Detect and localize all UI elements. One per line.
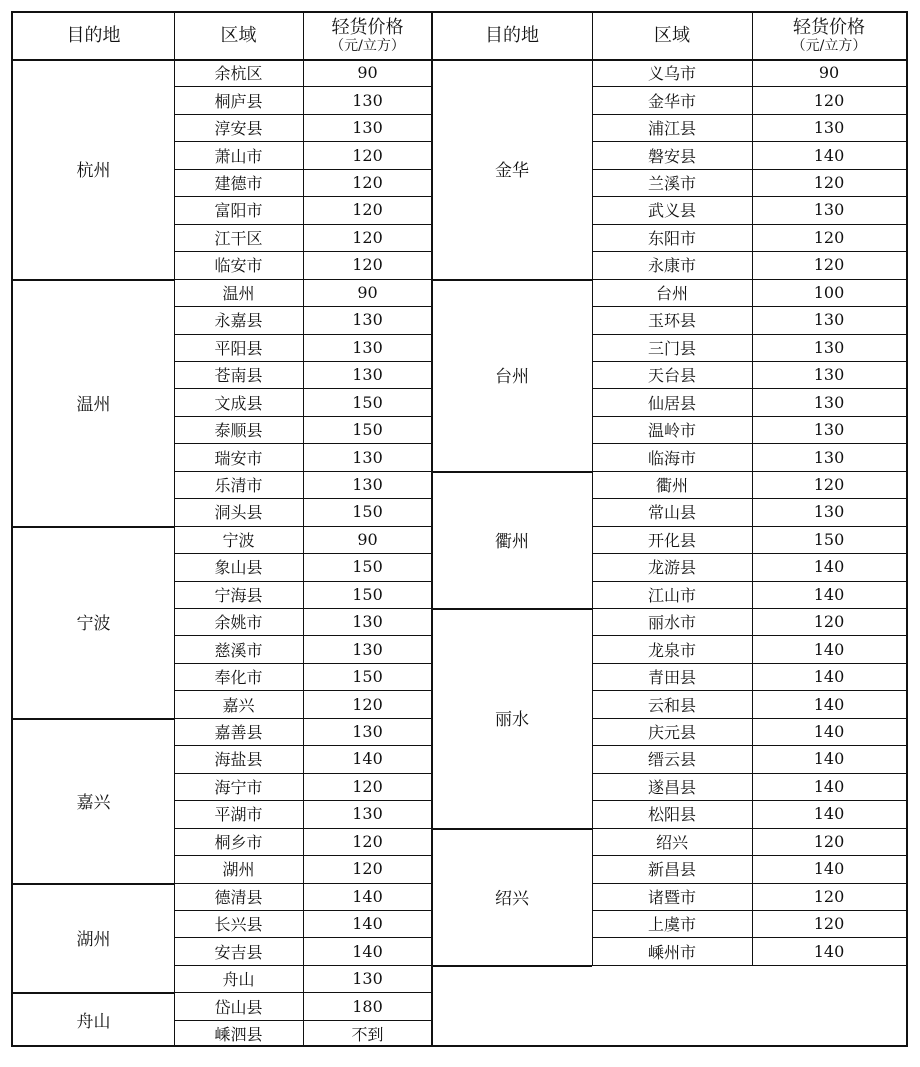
- header-destination-label: 目的地: [66, 25, 121, 46]
- header-price-unit: （元/立方）: [330, 38, 405, 54]
- destination-cell: 衢州: [495, 531, 529, 552]
- destination-cell: 湖州: [76, 929, 111, 950]
- price-cell: 120: [813, 914, 845, 934]
- region-cell: 萧山市: [214, 146, 263, 166]
- region-cell: 洞头县: [214, 503, 263, 523]
- price-cell: 140: [352, 749, 383, 769]
- region-cell: 嵊州市: [647, 942, 696, 962]
- price-cell: 140: [813, 584, 845, 604]
- region-cell: 海盐县: [214, 750, 263, 770]
- column-divider: [752, 13, 753, 59]
- price-cell: 120: [813, 90, 845, 110]
- price-cell: 不到: [351, 1024, 384, 1044]
- price-cell: 180: [352, 996, 383, 1016]
- region-cell: 庆元县: [647, 723, 696, 743]
- region-cell: 诸暨市: [647, 887, 696, 907]
- region-cell: 苍南县: [214, 366, 263, 386]
- region-cell: 开化县: [647, 530, 696, 550]
- region-cell: 天台县: [647, 366, 696, 386]
- region-cell: 上虞市: [647, 915, 696, 935]
- region-cell: 淳安县: [214, 119, 263, 139]
- header-price-label: 轻货价格: [793, 17, 865, 38]
- price-cell: 120: [352, 859, 383, 879]
- price-cell: 130: [352, 337, 383, 357]
- region-cell: 温州: [222, 283, 255, 303]
- column-divider: [431, 13, 433, 59]
- region-cell: 青田县: [647, 668, 696, 688]
- price-table: [11, 11, 908, 1047]
- region-cell: 余杭区: [214, 64, 263, 84]
- region-cell: 海宁市: [214, 777, 263, 797]
- destination-cell: 宁波: [76, 614, 111, 635]
- region-cell: 瑞安市: [214, 448, 263, 468]
- price-cell: 140: [352, 941, 383, 961]
- price-cell: 150: [352, 667, 383, 687]
- destination-cell: 绍兴: [495, 888, 529, 909]
- price-cell: 120: [352, 694, 383, 714]
- header-price-unit: （元/立方）: [791, 38, 867, 54]
- price-cell: 130: [813, 420, 845, 440]
- region-cell: 嵊泗县: [214, 1024, 263, 1044]
- column-divider: [303, 13, 304, 59]
- region-cell: 常山县: [647, 503, 696, 523]
- region-cell: 武义县: [647, 201, 696, 221]
- header-price-right: [752, 13, 906, 59]
- price-cell: 120: [813, 886, 845, 906]
- region-cell: 安吉县: [214, 942, 263, 962]
- region-cell: 泰顺县: [214, 421, 263, 441]
- header-destination-right: [432, 13, 592, 59]
- region-cell: 桐庐县: [214, 91, 263, 111]
- destination-cell: 温州: [76, 394, 111, 415]
- price-cell: 120: [352, 173, 383, 193]
- region-cell: 德清县: [214, 887, 263, 907]
- price-cell: 150: [813, 529, 845, 549]
- region-cell: 永嘉县: [214, 311, 263, 331]
- region-cell: 嘉兴: [222, 695, 255, 715]
- header-region-right: [592, 13, 752, 59]
- price-cell: 130: [352, 310, 383, 330]
- price-cell: 130: [813, 447, 845, 467]
- price-cell: 150: [352, 557, 383, 577]
- region-cell: 临安市: [214, 256, 263, 276]
- destination-cell: 金华: [495, 161, 529, 182]
- region-cell: 桐乡市: [214, 832, 263, 852]
- row-divider: [432, 965, 906, 966]
- price-cell: 140: [813, 145, 845, 165]
- price-cell: 130: [813, 502, 845, 522]
- price-cell: 130: [352, 804, 383, 824]
- region-cell: 磐安县: [647, 146, 696, 166]
- header-region-left: [174, 13, 303, 59]
- region-cell: 长兴县: [214, 915, 263, 935]
- destination-cell: 嘉兴: [76, 792, 111, 813]
- region-cell: 江干区: [214, 228, 263, 248]
- price-cell: 140: [813, 557, 845, 577]
- region-cell: 衢州: [655, 475, 688, 495]
- price-cell: 90: [357, 529, 378, 549]
- region-cell: 龙游县: [647, 558, 696, 578]
- price-cell: 120: [813, 255, 845, 275]
- price-cell: 140: [813, 776, 845, 796]
- region-cell: 富阳市: [214, 201, 263, 221]
- price-cell: 140: [813, 749, 845, 769]
- header-price-left: [303, 13, 432, 59]
- region-cell: 遂昌县: [647, 777, 696, 797]
- price-cell: 120: [352, 227, 383, 247]
- region-cell: 奉化市: [214, 668, 263, 688]
- price-cell: 120: [352, 200, 383, 220]
- column-divider: [303, 59, 304, 1045]
- price-cell: 150: [352, 420, 383, 440]
- header-destination-left: [13, 13, 174, 59]
- region-cell: 新昌县: [647, 860, 696, 880]
- region-cell: 临海市: [647, 448, 696, 468]
- region-cell: 金华市: [647, 91, 696, 111]
- price-cell: 120: [813, 612, 845, 632]
- price-cell: 150: [352, 502, 383, 522]
- price-cell: 130: [352, 474, 383, 494]
- price-cell: 140: [813, 941, 845, 961]
- region-cell: 东阳市: [647, 228, 696, 248]
- column-divider: [752, 59, 753, 965]
- region-cell: 义乌市: [647, 64, 696, 84]
- region-cell: 舟山: [222, 970, 255, 990]
- price-cell: 130: [813, 365, 845, 385]
- price-cell: 130: [813, 118, 845, 138]
- price-cell: 130: [352, 118, 383, 138]
- price-cell: 130: [813, 310, 845, 330]
- region-cell: 平湖市: [214, 805, 263, 825]
- region-cell: 宁波: [222, 530, 255, 550]
- region-cell: 仙居县: [647, 393, 696, 413]
- price-cell: 130: [352, 639, 383, 659]
- region-cell: 平阳县: [214, 338, 263, 358]
- price-cell: 90: [357, 63, 378, 83]
- price-cell: 130: [813, 337, 845, 357]
- price-cell: 140: [813, 859, 845, 879]
- price-cell: 140: [813, 722, 845, 742]
- region-cell: 乐清市: [214, 475, 263, 495]
- region-cell: 岱山县: [214, 997, 263, 1017]
- price-cell: 150: [352, 392, 383, 412]
- price-cell: 120: [352, 831, 383, 851]
- region-cell: 永康市: [647, 256, 696, 276]
- column-divider: [174, 13, 175, 59]
- region-cell: 浦江县: [647, 119, 696, 139]
- region-cell: 缙云县: [647, 750, 696, 770]
- destination-cell: 台州: [495, 367, 529, 388]
- region-cell: 慈溪市: [214, 640, 263, 660]
- region-cell: 江山市: [647, 585, 696, 605]
- region-cell: 三门县: [647, 338, 696, 358]
- price-cell: 140: [813, 639, 845, 659]
- table-header: [13, 13, 906, 61]
- column-divider: [174, 59, 175, 1045]
- price-cell: 140: [813, 667, 845, 687]
- price-cell: 130: [813, 200, 845, 220]
- price-cell: 130: [352, 612, 383, 632]
- price-cell: 120: [352, 776, 383, 796]
- price-cell: 140: [352, 886, 383, 906]
- destination-cell: 舟山: [76, 1012, 111, 1033]
- price-cell: 130: [352, 90, 383, 110]
- price-cell: 150: [352, 584, 383, 604]
- header-price-label: 轻货价格: [331, 17, 404, 38]
- column-divider: [592, 59, 593, 965]
- header-region-label: 区域: [220, 25, 257, 46]
- price-cell: 120: [813, 474, 845, 494]
- destination-cell: 杭州: [76, 161, 111, 182]
- price-cell: 130: [352, 447, 383, 467]
- region-cell: 龙泉市: [647, 640, 696, 660]
- price-cell: 140: [813, 804, 845, 824]
- region-cell: 丽水市: [647, 613, 696, 633]
- price-cell: 100: [813, 282, 845, 302]
- price-cell: 130: [813, 392, 845, 412]
- region-cell: 台州: [655, 283, 688, 303]
- price-cell: 120: [352, 255, 383, 275]
- column-divider: [592, 13, 593, 59]
- price-cell: 120: [813, 227, 845, 247]
- region-cell: 绍兴: [655, 832, 688, 852]
- price-cell: 120: [352, 145, 383, 165]
- price-cell: 140: [813, 694, 845, 714]
- region-cell: 兰溪市: [647, 174, 696, 194]
- price-cell: 130: [352, 365, 383, 385]
- region-cell: 象山县: [214, 558, 263, 578]
- region-cell: 玉环县: [647, 311, 696, 331]
- price-cell: 120: [813, 831, 845, 851]
- region-cell: 松阳县: [647, 805, 696, 825]
- header-destination-label: 目的地: [485, 25, 539, 46]
- region-cell: 文成县: [214, 393, 263, 413]
- price-cell: 130: [352, 969, 383, 989]
- header-region-label: 区域: [654, 25, 690, 46]
- column-divider: [431, 59, 433, 1045]
- price-cell: 130: [352, 722, 383, 742]
- price-cell: 120: [813, 173, 845, 193]
- region-cell: 建德市: [214, 174, 263, 194]
- region-cell: 宁海县: [214, 585, 263, 605]
- price-cell: 140: [352, 914, 383, 934]
- region-cell: 温岭市: [647, 421, 696, 441]
- price-cell: 90: [818, 63, 840, 83]
- region-cell: 湖州: [222, 860, 255, 880]
- region-cell: 云和县: [647, 695, 696, 715]
- destination-cell: 丽水: [495, 710, 529, 731]
- region-cell: 嘉善县: [214, 723, 263, 743]
- price-cell: 90: [357, 282, 378, 302]
- region-cell: 余姚市: [214, 613, 263, 633]
